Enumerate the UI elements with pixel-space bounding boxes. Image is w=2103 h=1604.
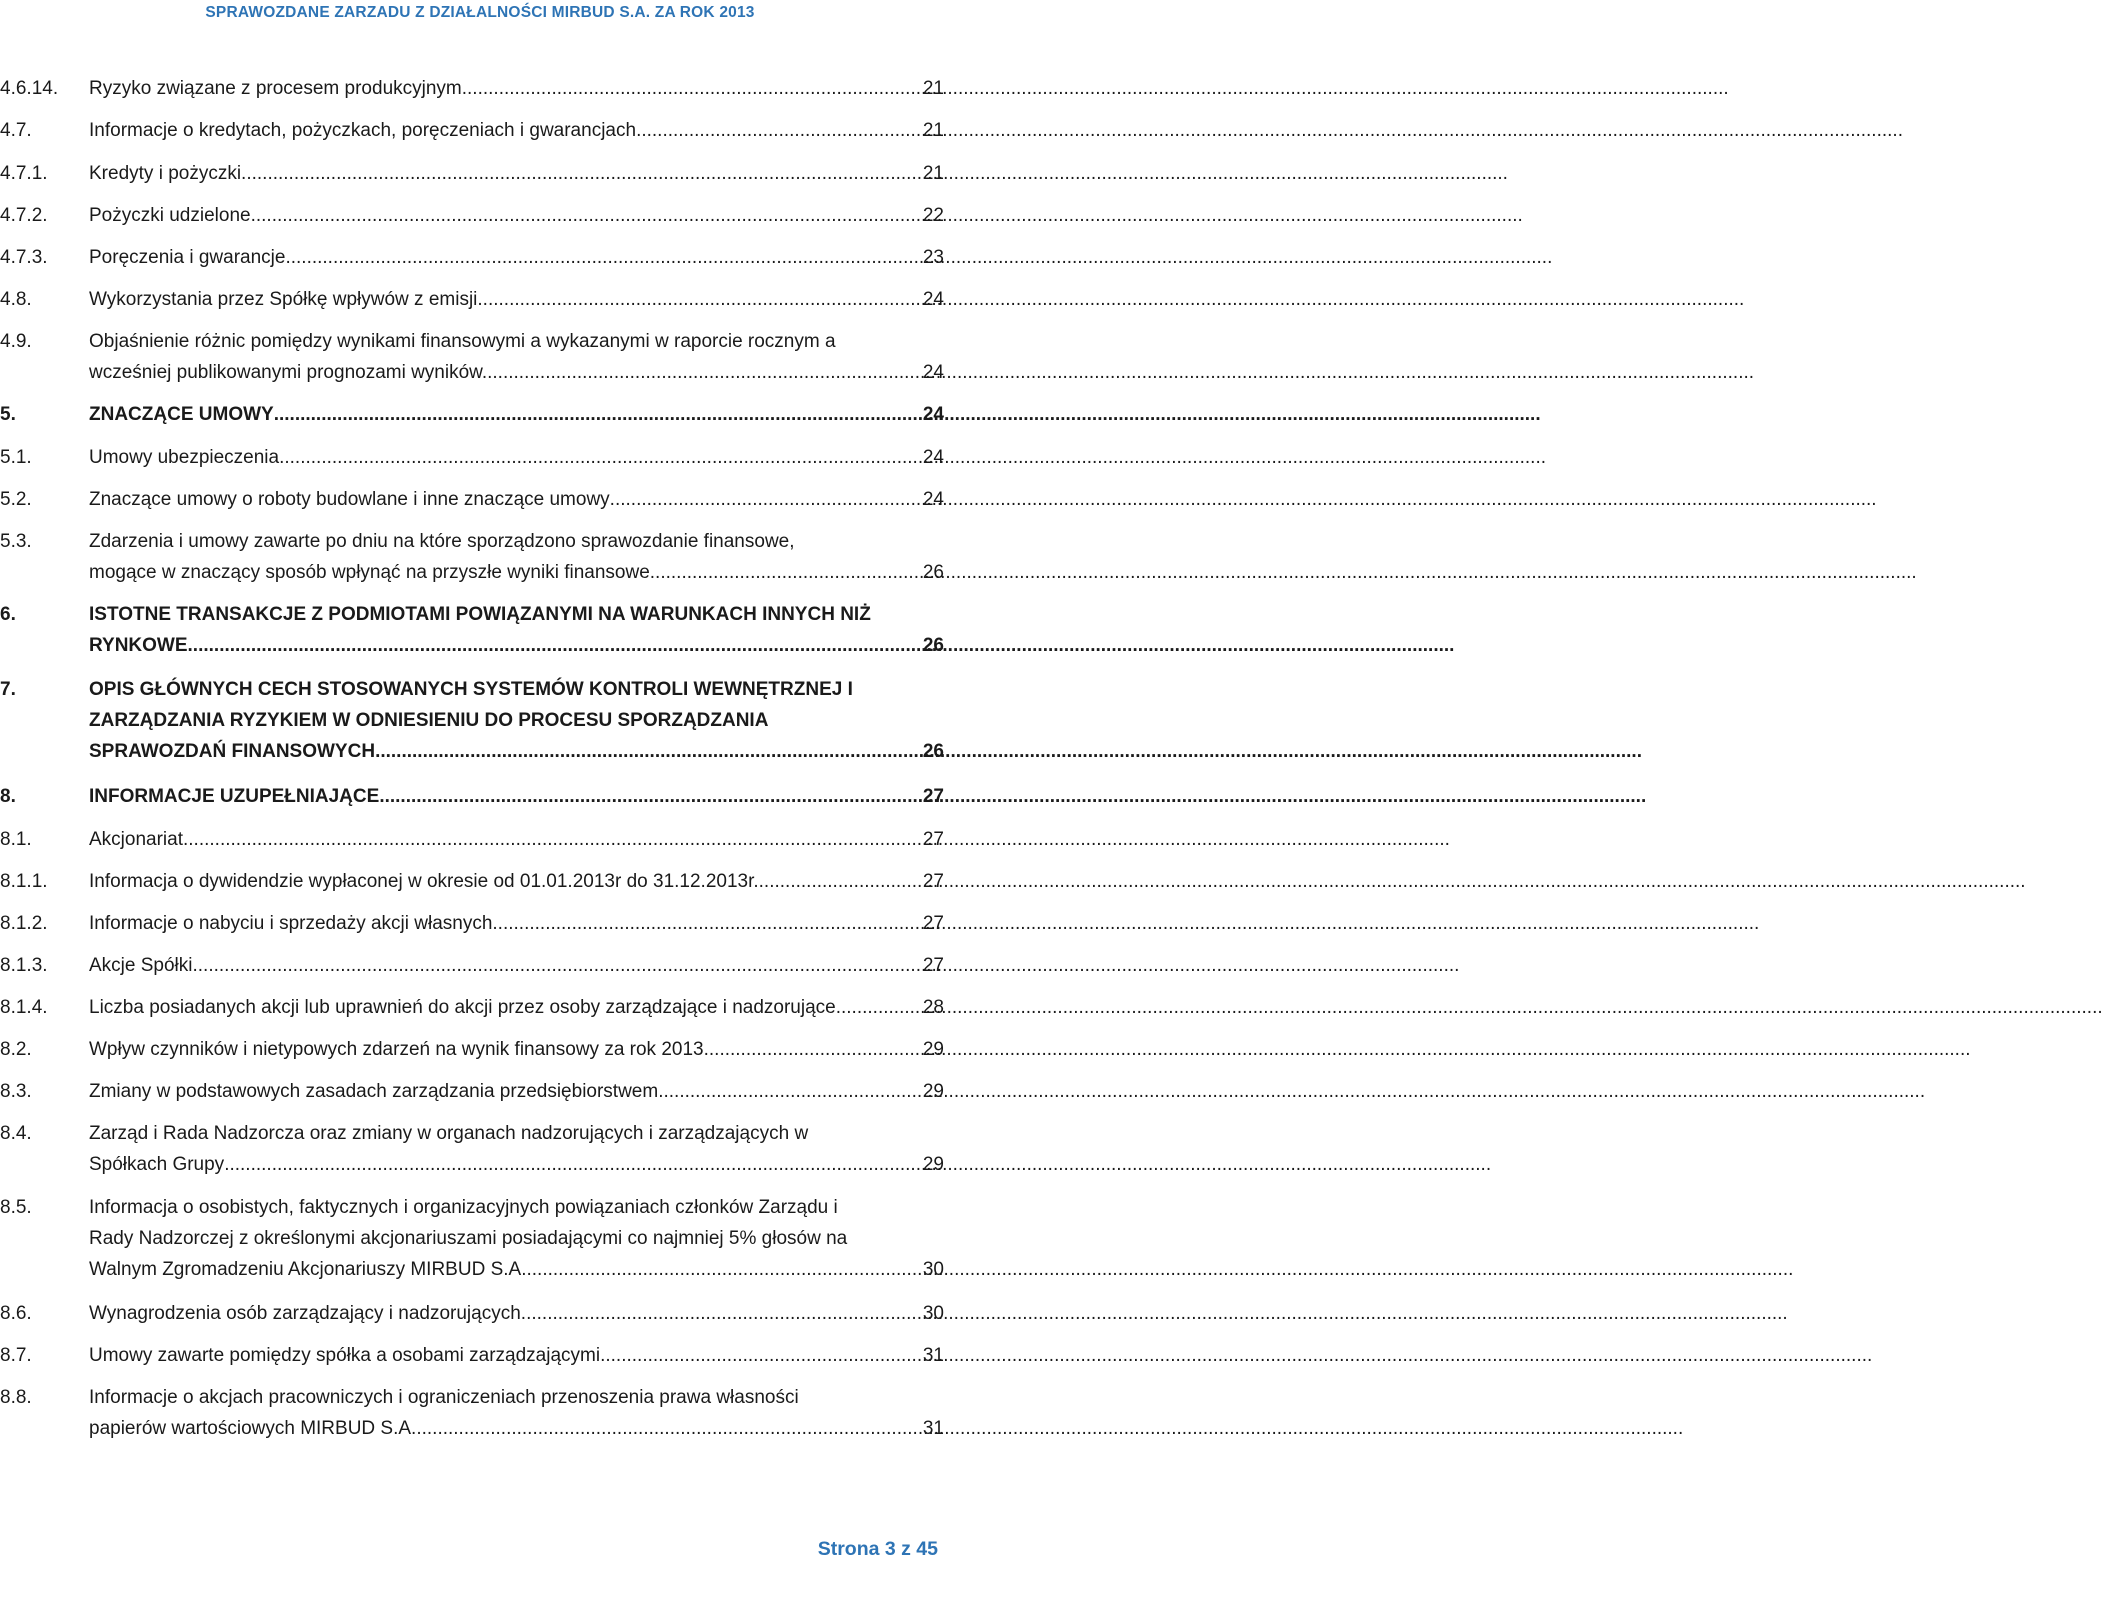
toc-entry-last-line <box>89 824 944 855</box>
toc-entry[interactable] <box>0 242 944 273</box>
toc-entry-title-line: ZARZĄDZANIA RYZYKIEM W ODNIESIENIU DO PROCESU SPORZĄDZANIA <box>89 710 769 731</box>
toc-page-number: 24 <box>922 404 944 425</box>
toc-dot-leader <box>256 200 921 231</box>
toc-entry-number: 8.6. <box>0 1303 32 1324</box>
toc-page-number: 31 <box>922 1345 944 1366</box>
toc-entry-title-line: Zarząd i Rada Nadzorcza oraz zmiany w organach nadzorujących i zarządzających w <box>89 1123 809 1144</box>
toc-entry-title: Walnym Zgromadzeniu Akcjonariuszy MIRBUD S.A. <box>89 1259 527 1280</box>
toc-page-number: 24 <box>922 289 944 310</box>
toc-entry-title: Zmiany w podstawowych zasadach zarządzania przedsiębiorstwem <box>89 1081 659 1102</box>
toc-entry[interactable] <box>0 781 944 812</box>
toc-entry-last-line <box>89 781 944 812</box>
toc-entry-number: 4.9. <box>0 331 32 352</box>
toc-entry[interactable] <box>0 599 944 661</box>
toc-entry-last-line <box>89 1413 944 1444</box>
toc-entry-body <box>89 781 944 812</box>
page-number: Strona 3 z 45 <box>817 1538 938 1560</box>
toc-dot-leader <box>188 630 921 661</box>
toc-entry-number: 8.8. <box>0 1387 32 1408</box>
toc-dot-leader <box>658 1076 921 1107</box>
toc-entry-body <box>89 442 944 473</box>
toc-entry-title-line: OPIS GŁÓWNYCH CECH STOSOWANYCH SYSTEMÓW KONTROLI WEWNĘTRZNEJ I <box>89 679 853 700</box>
toc-entry-body <box>89 1382 944 1444</box>
toc-entry-title: Spółkach Grupy <box>89 1154 225 1175</box>
toc-entry[interactable] <box>0 824 944 855</box>
toc-entry[interactable] <box>0 200 944 231</box>
toc-dot-leader <box>375 736 921 767</box>
toc-dot-leader <box>462 73 921 104</box>
toc-page-number: 27 <box>922 829 944 850</box>
toc-entry-number: 8.1.3. <box>0 955 48 976</box>
toc-entry-number: 8.1.2. <box>0 913 48 934</box>
toc-entry-body <box>89 1076 944 1107</box>
toc-entry[interactable] <box>0 1076 944 1107</box>
toc-entry[interactable] <box>0 950 944 981</box>
toc-dot-leader <box>193 950 921 981</box>
toc-entry-number: 4.7.2. <box>0 205 48 226</box>
toc-entry-last-line <box>89 1254 944 1285</box>
toc-entry-number: 8.5. <box>0 1197 32 1218</box>
toc-entry-body <box>89 824 944 855</box>
toc-entry-body <box>89 200 944 231</box>
toc-entry-last-line <box>89 200 944 231</box>
toc-entry-last-line <box>89 1340 944 1371</box>
toc-entry-last-line <box>89 115 944 146</box>
toc-dot-leader <box>224 1149 921 1180</box>
toc-entry-body <box>89 1340 944 1371</box>
toc-entry-body <box>89 866 944 897</box>
toc-entry-title-line: Rady Nadzorczej z określonymi akcjonariuszami posiadającymi co najmniej 5% głosów na <box>89 1228 848 1249</box>
toc-page-number: 27 <box>922 786 944 807</box>
toc-dot-leader <box>477 284 920 315</box>
toc-page-number: 30 <box>922 1303 944 1324</box>
toc-entry[interactable] <box>0 866 944 897</box>
toc-entry-title: ZNACZĄCE UMOWY <box>89 404 274 425</box>
toc-page-number: 24 <box>922 489 944 510</box>
toc-page-number: 30 <box>922 1259 944 1280</box>
toc-entry-body <box>89 158 944 189</box>
toc-entry-last-line <box>89 1298 944 1329</box>
toc-entry-last-line <box>89 630 944 661</box>
toc-entry-title: wcześniej publikowanymi prognozami wyników. <box>89 362 488 383</box>
toc-dot-leader <box>759 866 921 897</box>
toc-entry-last-line <box>89 242 944 273</box>
toc-page-number: 29 <box>922 1039 944 1060</box>
toc-entry-title-line: ISTOTNE TRANSAKCJE Z PODMIOTAMI POWIĄZANYMI NA WARUNKACH INNYCH NIŻ <box>89 604 871 625</box>
toc-page-number: 26 <box>922 741 944 762</box>
toc-entry[interactable] <box>0 399 944 430</box>
toc-dot-leader <box>526 1254 920 1285</box>
toc-entry-number: 8.2. <box>0 1039 32 1060</box>
toc-entry[interactable] <box>0 1034 944 1065</box>
toc-entry-last-line <box>89 1149 944 1180</box>
toc-entry-body <box>89 908 944 939</box>
toc-page-number: 24 <box>922 362 944 383</box>
toc-entry-last-line <box>89 950 944 981</box>
toc-entry-last-line <box>89 442 944 473</box>
toc-entry-title: Kredyty i pożyczki <box>89 163 242 184</box>
toc-entry-title: Akcje Spółki <box>89 955 193 976</box>
toc-entry-title: Umowy ubezpieczenia <box>89 447 280 468</box>
toc-entry-title: Ryzyko związane z procesem produkcyjnym <box>89 78 462 99</box>
toc-entry-title: Informacje o kredytach, pożyczkach, poręczeniach i gwarancjach <box>89 120 637 141</box>
toc-entry-body <box>89 115 944 146</box>
toc-entry-title: Wykorzystania przez Spółkę wpływów z emisji <box>89 289 478 310</box>
toc-entry-last-line <box>89 73 944 104</box>
toc-page-number: 31 <box>922 1418 944 1439</box>
toc-entry-body <box>89 1034 944 1065</box>
toc-entry-title: INFORMACJE UZUPEŁNIAJĄCE <box>89 786 380 807</box>
toc-dot-leader <box>605 1340 920 1371</box>
toc-dot-leader <box>279 442 921 473</box>
toc-dot-leader <box>836 992 921 1023</box>
toc-entry-last-line <box>89 557 944 588</box>
toc-page-number: 27 <box>922 871 944 892</box>
toc-page-number: 26 <box>922 635 944 656</box>
toc-entry-last-line <box>89 736 944 767</box>
toc-entry[interactable] <box>0 442 944 473</box>
toc-entry[interactable] <box>0 1118 944 1180</box>
toc-entry-body <box>89 326 944 388</box>
toc-entry-title: Informacja o dywidendzie wypłaconej w okresie od 01.01.2013r do 31.12.2013r. <box>89 871 759 892</box>
toc-entry[interactable] <box>0 484 944 515</box>
toc-entry-title-line: Objaśnienie różnic pomiędzy wynikami finansowymi a wykazanymi w raporcie rocznym a <box>89 331 836 352</box>
toc-entry-number: 8. <box>0 786 16 807</box>
toc-entry-title: Znaczące umowy o roboty budowlane i inne znaczące umowy <box>89 489 610 510</box>
toc-entry-number: 8.1.1. <box>0 871 48 892</box>
toc-entry-body <box>89 599 944 661</box>
toc-entry-title-line: Zdarzenia i umowy zawarte po dniu na które sporządzono sprawozdanie finansowe, <box>89 531 795 552</box>
toc-entry[interactable] <box>0 1192 944 1285</box>
toc-dot-leader <box>487 357 921 388</box>
toc-entry-last-line <box>89 357 944 388</box>
toc-entry-title: RYNKOWE <box>89 635 188 656</box>
toc-entry[interactable] <box>0 908 944 939</box>
toc-entry[interactable] <box>0 73 944 104</box>
document-header: SPRAWOZDANE ZARZADU Z DZIAŁALNOŚCI MIRBUD S.A. ZA ROK 2013 <box>205 4 755 21</box>
toc-dot-leader <box>492 908 920 939</box>
toc-entry-number: 4.8. <box>0 289 32 310</box>
toc-entry-number: 4.7.3. <box>0 247 48 268</box>
toc-dot-leader <box>610 484 921 515</box>
toc-entry-title-line: Informacja o osobistych, faktycznych i organizacyjnych powiązaniach członków Zarządu i <box>89 1197 838 1218</box>
toc-entry-body <box>89 73 944 104</box>
toc-entry[interactable] <box>0 1382 944 1444</box>
toc-entry-body <box>89 526 944 588</box>
toc-entry[interactable] <box>0 674 944 767</box>
toc-page-number: 21 <box>922 78 944 99</box>
toc-page-number: 24 <box>922 447 944 468</box>
toc-entry-number: 7. <box>0 679 16 700</box>
toc-entry-body <box>89 399 944 430</box>
toc-entry-title: Akcjonariat <box>89 829 183 850</box>
toc-entry-title: Poręczenia i gwarancje <box>89 247 286 268</box>
toc-entry[interactable] <box>0 1298 944 1329</box>
toc-entry-number: 5.1. <box>0 447 32 468</box>
toc-entry-last-line <box>89 1034 944 1065</box>
toc-dot-leader <box>521 1298 921 1329</box>
toc-page-number: 29 <box>922 1081 944 1102</box>
toc-entry-title: Informacje o nabyciu i sprzedaży akcji własnych <box>89 913 493 934</box>
toc-entry-last-line <box>89 908 944 939</box>
toc-entry-title: Wynagrodzenia osób zarządzający i nadzorujących <box>89 1303 521 1324</box>
toc-entry-last-line <box>89 1076 944 1107</box>
toc-page-number: 21 <box>922 163 944 184</box>
toc-entry-body <box>89 950 944 981</box>
toc-dot-leader <box>183 824 921 855</box>
toc-entry-title: Pożyczki udzielone. <box>89 205 256 226</box>
toc-entry-number: 4.6.14. <box>0 78 59 99</box>
toc-page-number: 28 <box>922 997 944 1018</box>
toc-entry-body <box>89 1192 944 1285</box>
toc-entry-title: Wpływ czynników i nietypowych zdarzeń na wynik finansowy za rok 2013 <box>89 1039 704 1060</box>
toc-page-number: 26 <box>922 562 944 583</box>
toc-entry[interactable] <box>0 326 944 388</box>
toc-entry-number: 5. <box>0 404 16 425</box>
toc-entry-number: 5.3. <box>0 531 32 552</box>
toc-entry-number: 6. <box>0 604 16 625</box>
toc-dot-leader <box>379 781 921 812</box>
toc-dot-leader <box>274 399 921 430</box>
toc-entry-number: 4.7.1. <box>0 163 48 184</box>
toc-entry-body <box>89 484 944 515</box>
toc-entry[interactable] <box>0 115 944 146</box>
toc-entry-title-line: Informacje o akcjach pracowniczych i ograniczeniach przenoszenia prawa własności <box>89 1387 799 1408</box>
toc-entry-body <box>89 284 944 315</box>
toc-entry-body <box>89 1298 944 1329</box>
toc-page-number: 23 <box>922 247 944 268</box>
toc-entry-last-line <box>89 484 944 515</box>
toc-entry-last-line <box>89 284 944 315</box>
toc-page-number: 22 <box>922 205 944 226</box>
toc-dot-leader <box>285 242 920 273</box>
toc-entry-body <box>89 992 944 1023</box>
toc-entry-number: 8.3. <box>0 1081 32 1102</box>
toc-entry[interactable] <box>0 1340 944 1371</box>
toc-entry-body <box>89 674 944 767</box>
toc-entry-number: 8.7. <box>0 1345 32 1366</box>
toc-entry-body <box>89 1118 944 1180</box>
toc-entry[interactable] <box>0 284 944 315</box>
toc-entry-last-line <box>89 866 944 897</box>
toc-entry-number: 8.4. <box>0 1123 32 1144</box>
toc-dot-leader <box>416 1413 921 1444</box>
toc-page-number: 27 <box>922 913 944 934</box>
toc-entry-title: Liczba posiadanych akcji lub uprawnień do akcji przez osoby zarządzające i nadzorujące <box>89 997 836 1018</box>
toc-entry-number: 8.1. <box>0 829 32 850</box>
toc-entry-body <box>89 242 944 273</box>
toc-entry-title: mogące w znaczący sposób wpłynąć na przyszłe wyniki finansowe <box>89 562 650 583</box>
toc-dot-leader <box>704 1034 921 1065</box>
toc-entry-title: SPRAWOZDAŃ FINANSOWYCH <box>89 741 376 762</box>
toc-page-number: 21 <box>922 120 944 141</box>
toc-entry-title: papierów wartościowych MIRBUD S.A. <box>89 1418 417 1439</box>
toc-entry-last-line <box>89 158 944 189</box>
toc-page-number: 29 <box>922 1154 944 1175</box>
toc-entry-number: 8.1.4. <box>0 997 48 1018</box>
toc-entry[interactable] <box>0 992 944 1023</box>
toc-entry-number: 4.7. <box>0 120 32 141</box>
toc-entry[interactable] <box>0 526 944 588</box>
toc-entry-number: 5.2. <box>0 489 32 510</box>
toc-entry-last-line <box>89 399 944 430</box>
toc-page-number: 27 <box>922 955 944 976</box>
toc-entry-title: Umowy zawarte pomiędzy spółka a osobami zarządzającymi. <box>89 1345 606 1366</box>
toc-dot-leader <box>241 158 921 189</box>
toc-dot-leader <box>636 115 921 146</box>
toc-entry-last-line <box>89 992 944 1023</box>
toc-entry[interactable] <box>0 158 944 189</box>
toc-dot-leader <box>650 557 921 588</box>
